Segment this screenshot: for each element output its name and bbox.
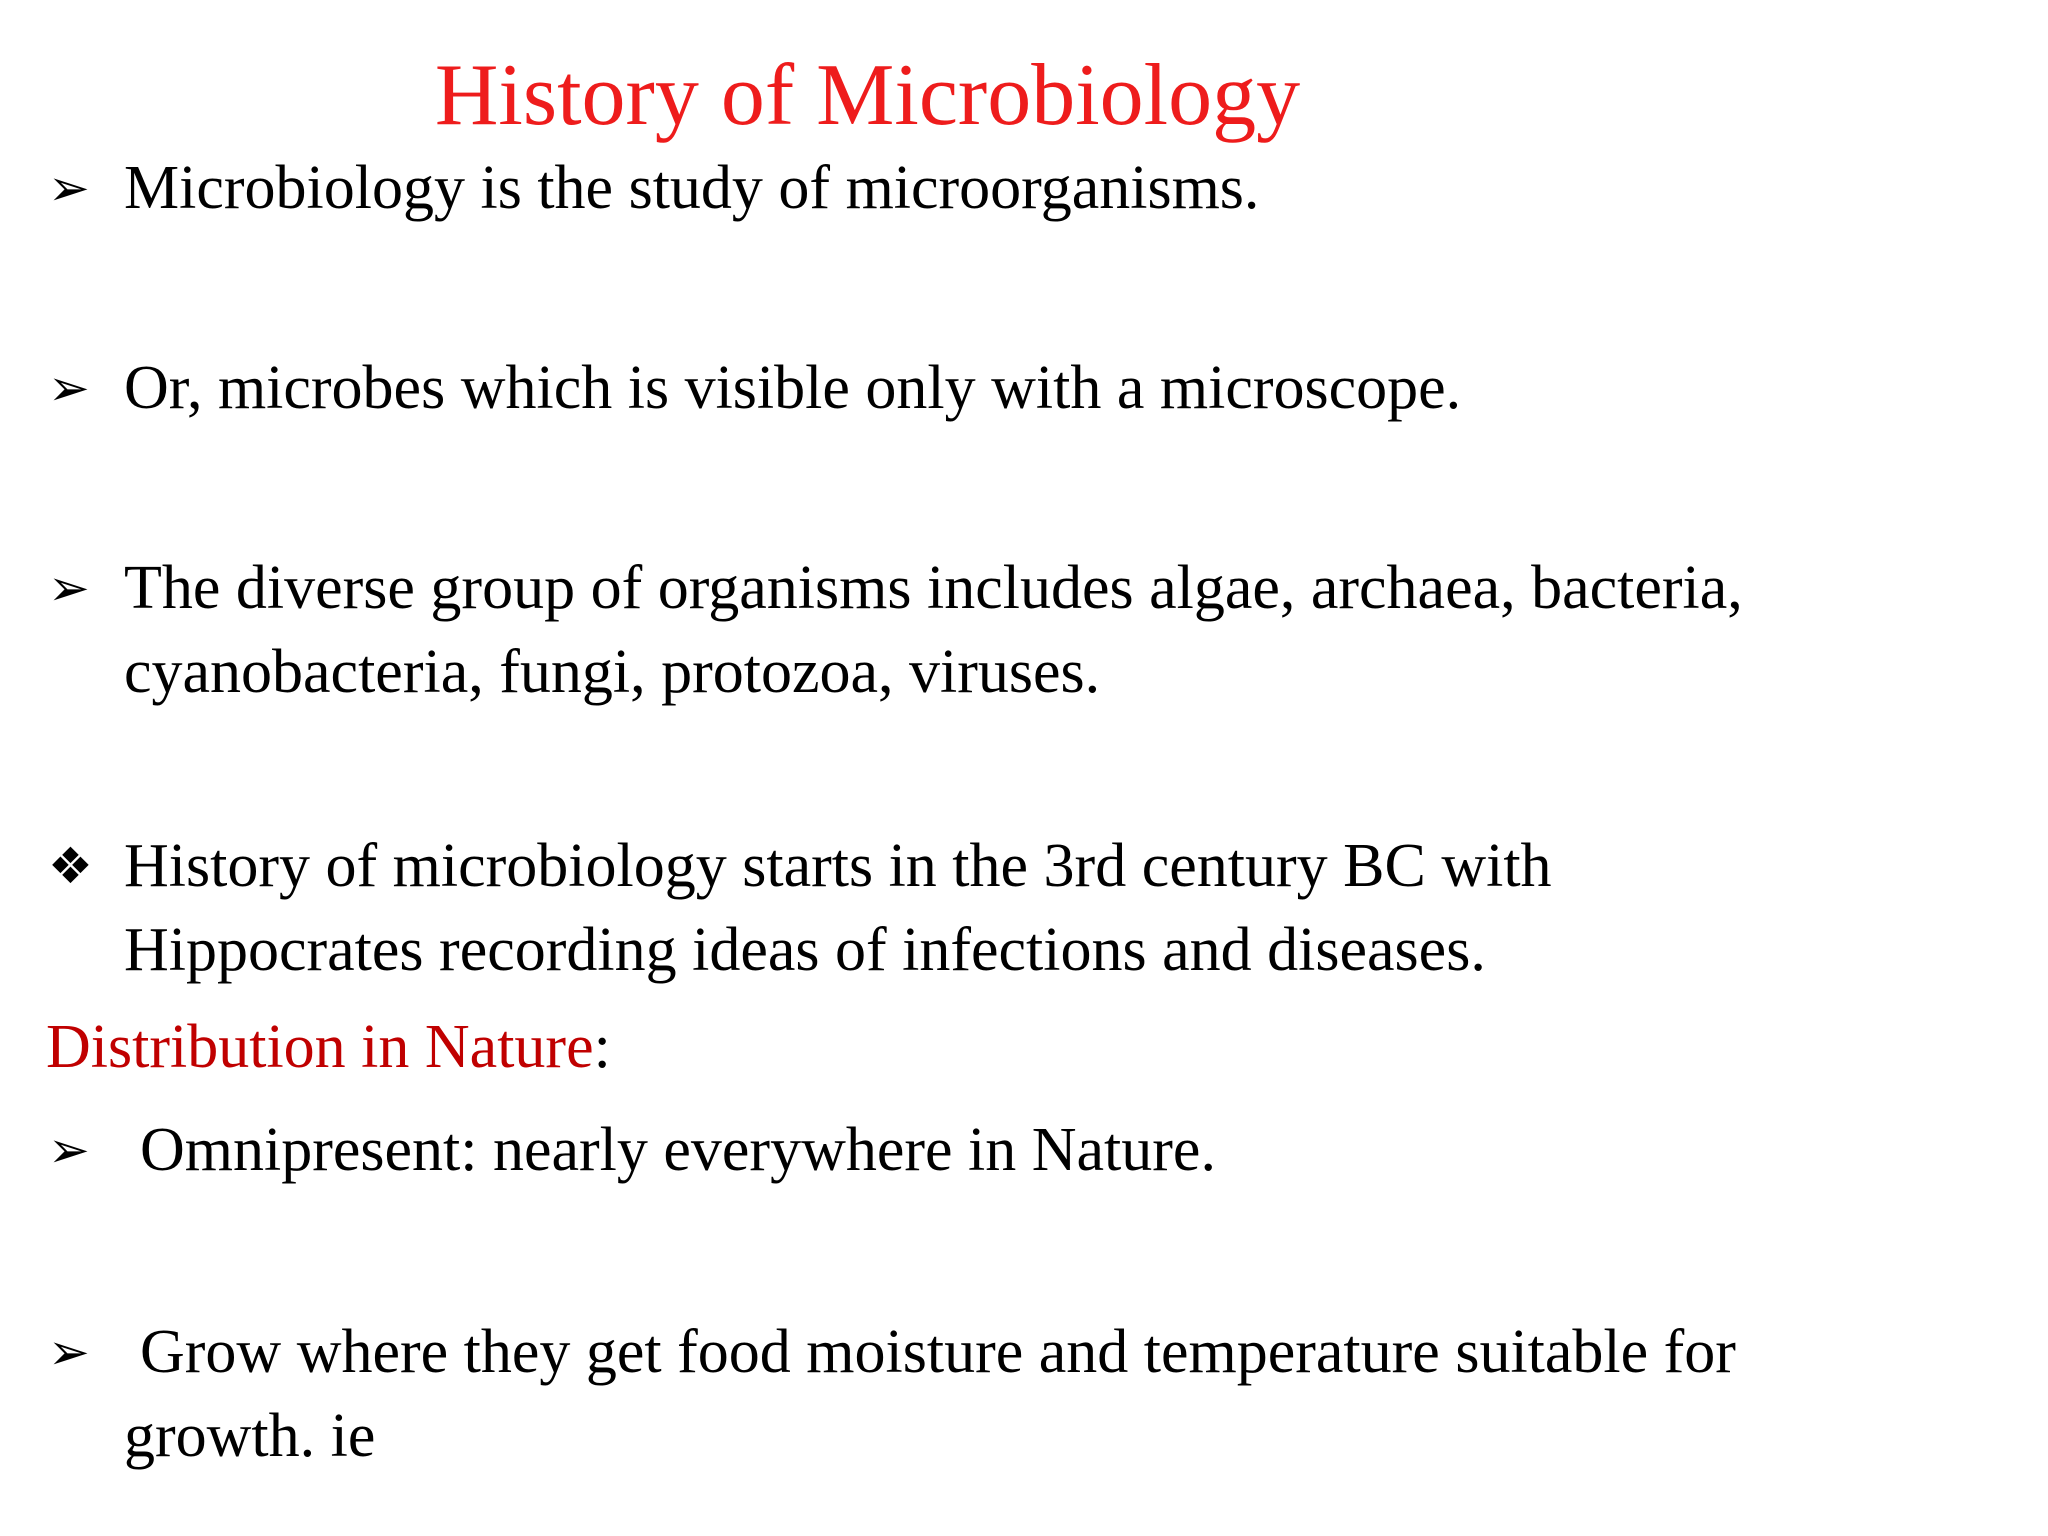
section-heading-text: Distribution in Nature	[46, 1013, 594, 1081]
bullet-item	[48, 1108, 1216, 1192]
section-heading	[46, 1005, 611, 1089]
bullet-text-line: Microbiology is the study of microorganisms.	[124, 154, 1260, 222]
section-heading-colon: :	[593, 1013, 611, 1081]
bullet-item	[48, 546, 1743, 714]
arrowhead-bullet-icon: ➢	[48, 1121, 90, 1179]
bullet-text-line: Or, microbes which is visible only with a microscope.	[124, 354, 1462, 422]
bullet-text-line: Hippocrates recording ideas of infections and diseases.	[124, 916, 1486, 984]
bullet-item	[48, 146, 1259, 230]
diamond-bullet-icon: ❖	[48, 837, 93, 895]
bullet-text-line: The diverse group of organisms includes algae, archaea, bacteria,	[124, 554, 1743, 622]
arrowhead-bullet-icon: ➢	[48, 1323, 90, 1381]
arrowhead-bullet-icon: ➢	[48, 559, 90, 617]
bullet-item	[48, 1310, 1736, 1478]
bullet-item	[48, 346, 1461, 430]
slide-title: History of Microbiology	[434, 47, 1301, 144]
bullet-text-line: Omnipresent: nearly everywhere in Nature.	[140, 1116, 1216, 1184]
bullet-text-line: History of microbiology starts in the 3rd century BC with	[124, 832, 1552, 900]
bullet-text-line: growth. ie	[124, 1402, 376, 1470]
bullet-item	[48, 824, 1552, 992]
bullet-text-line: Grow where they get food moisture and temperature suitable for	[140, 1318, 1736, 1386]
arrowhead-bullet-icon: ➢	[48, 359, 90, 417]
arrowhead-bullet-icon: ➢	[48, 159, 90, 217]
bullet-text-line: cyanobacteria, fungi, protozoa, viruses.	[124, 638, 1101, 706]
